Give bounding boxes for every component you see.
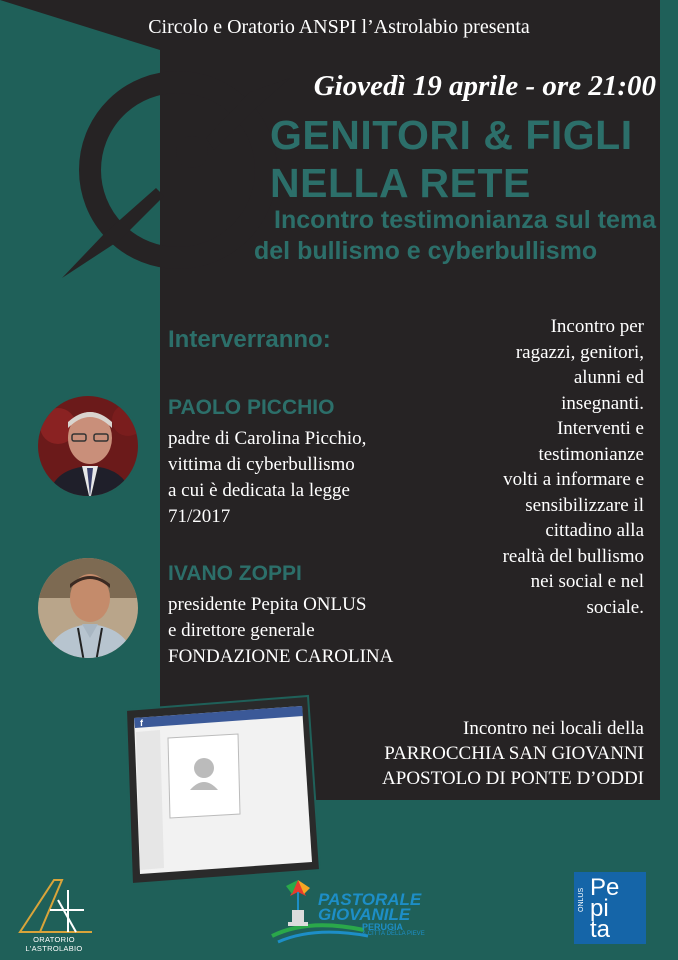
speaker-photo-paolo-picchio — [36, 394, 140, 498]
info-line: sensibilizzare il — [525, 494, 644, 516]
pastorale-logo-text-1: PASTORALE — [318, 890, 422, 909]
computer-monitor-illustration — [118, 692, 348, 888]
venue-line: Incontro nei locali della — [463, 718, 644, 739]
event-title-line2: NELLA RETE — [270, 160, 531, 206]
presenter-line: Circolo e Oratorio ANSPI l’Astrolabio presenta — [148, 16, 530, 38]
speaker-name-paolo-picchio: PAOLO PICCHIO — [168, 396, 335, 419]
info-line: nei social e nel — [530, 571, 644, 592]
portrait-image — [38, 558, 140, 660]
pastorale-logo-text-2: GIOVANILE — [318, 905, 411, 924]
pepita-logo-onlus: ONLUS — [578, 887, 585, 912]
event-info-text — [430, 314, 644, 620]
pepita-logo-text-ta: ta — [590, 916, 611, 943]
info-line: testimonianze — [538, 443, 644, 465]
speaker-description-paolo-picchio — [168, 426, 438, 530]
event-date-time: Giovedì 19 aprile - ore 21:00 — [313, 70, 656, 102]
venue-line: PARROCCHIA SAN GIOVANNI — [384, 743, 644, 764]
info-line: volti a informare e — [503, 469, 644, 490]
event-venue — [320, 716, 644, 791]
speaker-photo-ivano-zoppi — [36, 556, 140, 660]
info-line: Incontro per — [550, 316, 644, 337]
info-line: cittadino alla — [545, 520, 644, 541]
info-line: realtà del bullismo — [502, 545, 644, 567]
speaker-desc-line: vittima di cyberbullismo — [168, 454, 355, 475]
event-subtitle-line1: Incontro testimonianza sul tema — [274, 206, 657, 234]
info-line: ragazzi, genitori, — [515, 341, 644, 363]
speaker-desc-line: 71/2017 — [168, 506, 231, 527]
speakers-heading: Interverranno: — [168, 326, 331, 353]
teal-right-stripe — [660, 0, 678, 960]
speaker-desc-line: FONDAZIONE CAROLINA — [168, 646, 394, 667]
speaker-desc-line: a cui è dedicata la legge — [168, 480, 350, 501]
event-title-line1: GENITORI & FIGLI — [270, 112, 633, 158]
speaker-desc-line: presidente Pepita ONLUS — [168, 594, 367, 615]
event-subtitle-line2: del bullismo e cyberbullismo — [254, 237, 598, 265]
info-line: alunni ed — [573, 367, 644, 388]
speaker-description-ivano-zoppi — [168, 592, 458, 670]
speaker-name-ivano-zoppi: IVANO ZOPPI — [168, 562, 302, 585]
portrait-image — [38, 396, 140, 498]
info-line: Interventi e — [556, 418, 644, 439]
astrolabio-logo-label: ORATORIO L'ASTROLABIO — [25, 935, 83, 953]
info-line: insegnanti. — [561, 392, 644, 414]
speaker-desc-line: e direttore generale — [168, 620, 315, 641]
pepita-logo-text-pi: pi — [590, 895, 609, 922]
speaker-desc-line: padre di Carolina Picchio, — [168, 428, 367, 449]
pepita-logo-text-pe: Pe — [590, 874, 620, 901]
info-line: sociale. — [586, 596, 644, 618]
venue-line: APOSTOLO DI PONTE D’ODDI — [382, 768, 644, 789]
screen-sidebar — [136, 730, 164, 870]
pastorale-logo-text-4: & CITTÀ DELLA PIEVE — [362, 931, 425, 937]
facebook-icon: f — [140, 718, 143, 728]
avatar-icon — [194, 758, 214, 778]
pastorale-logo-text-3: PERUGIA — [362, 922, 404, 932]
